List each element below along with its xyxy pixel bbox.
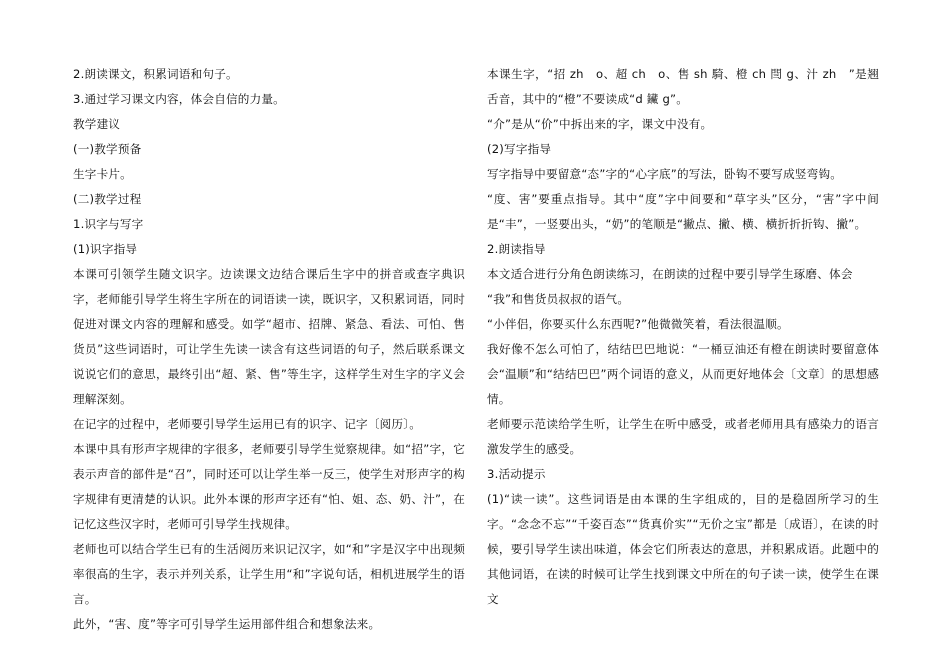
- paragraph: 2.朗读课文，积累词语和句子。: [73, 67, 238, 81]
- section-heading: 1.识字与写字: [73, 217, 144, 231]
- paragraph: “我”和售货员叔叔的语气。: [487, 292, 630, 306]
- paragraph: “度、害”要重点指导。其中“度”字中间要和“草字头”区分，“害”字中间是“丰”，一竖要出头，“奶”的笔顺是“撇点、撇、横、横折折折钩、撇”。: [487, 192, 879, 231]
- section-heading: (1)识字指导: [73, 242, 138, 256]
- right-column: [487, 62, 879, 612]
- paragraph: 本课中具有形声字规律的字很多，老师要引导学生觉察规律。如“招”字，它表示声音的部件是“召”，同时还可以让学生举一反三，使学生对形声字的构字规律有更清楚的认识。此外本课的形声字还有“怕、姐、态、奶、汁”，在记忆这些汉字时，老师可引导学生找规律。: [73, 442, 465, 531]
- left-column: [73, 62, 465, 637]
- paragraph: 此外，“害、度”等字可引导学生运用部件组合和想象法来。: [73, 617, 381, 631]
- paragraph: “小伴侣，你要买什么东西呢?”他微微笑着，看法很温顺。: [487, 317, 789, 331]
- section-heading: (二)教学过程: [73, 192, 142, 206]
- paragraph: 在记字的过程中，老师要引导学生运用已有的识字、记字〔阅历〕。: [73, 417, 422, 431]
- paragraph: (1)“读一读”。这些词语是由本课的生字组成的，目的是稳固所学习的生字。“念念不忘”“千姿百态”“货真价实”“无价之宝”都是〔成语〕，在读的时候，要引导学生读出味道，体会它们所表达的意思，并积累成语。此题中的其他词语，在读的时候可让学生找到课文中所在的句子读一读，使学生在课文: [487, 492, 879, 606]
- paragraph: 老师也可以结合学生已有的生活阅历来识记汉字，如“和”字是汉字中出现频率很高的生字，表示并列关系，让学生用“和”字说句话，相机进展学生的语言。: [73, 542, 465, 606]
- paragraph: 3.通过学习课文内容，体会自信的力量。: [73, 92, 285, 106]
- paragraph: 我好像不怎么可怕了，结结巴巴地说：“一桶豆油还有橙在朗读时要留意体会“温顺”和“结结巴巴”两个词语的意义，从而更好地体会〔文章〕的思想感情。: [487, 342, 879, 406]
- paragraph: 写字指导中要留意“态”字的“心字底”的写法，卧钩不要写成竖弯钩。: [487, 167, 843, 181]
- paragraph: 本文适合进行分角色朗读练习，在朗读的过程中要引导学生琢磨、体会: [487, 267, 853, 281]
- paragraph: 本课生字，“招 zh o、超 ch o、售 sh 騎、橙 ch 閆 g、汁 zh ”是翘舌音，其中的“橙”不要读成“d 鑶 g”。: [487, 67, 879, 106]
- paragraph: 生字卡片。: [73, 167, 132, 181]
- section-heading: 3.活动提示: [487, 467, 546, 481]
- section-heading: (2)写字指导: [487, 142, 552, 156]
- section-heading: (一)教学预备: [73, 142, 142, 156]
- paragraph: “介”是从“价”中拆出来的字，课文中没有。: [487, 117, 713, 131]
- paragraph: 老师要示范读给学生听，让学生在听中感受，或者老师用具有感染力的语言激发学生的感受。: [487, 417, 879, 456]
- section-heading: 2.朗读指导: [487, 242, 546, 256]
- paragraph: 本课可引领学生随文识字。边读课文边结合课后生字中的拼音或查字典识字，老师能引导学生将生字所在的词语读一读，既识字，又积累词语，同时促进对课文内容的理解和感受。如学“超市、招牌、紧急、看法、可怕、售货员”这些词语时，可让学生先读一读含有这些词语的句子，然后联系课文说说它们的意思，最终引出“超、紧、售”等生字，这样学生对生字的字义会理解深刻。: [73, 267, 465, 406]
- section-heading: 教学建议: [73, 117, 121, 131]
